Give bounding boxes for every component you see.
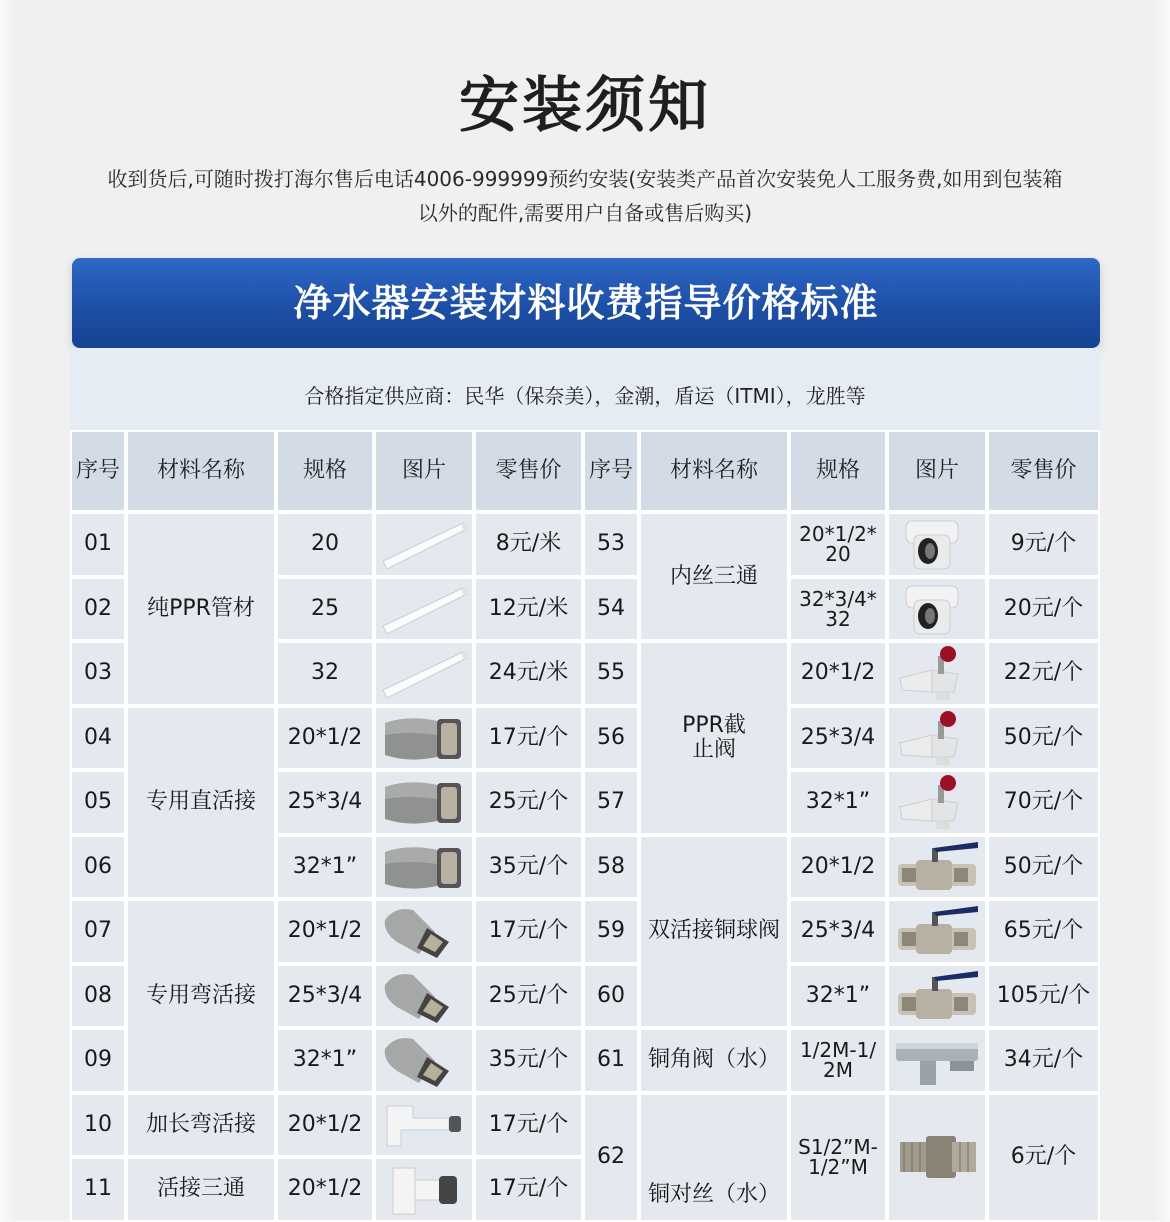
row-number: 55 xyxy=(583,641,639,706)
elbow-union-icon xyxy=(379,1031,469,1089)
table-header-cell: 图片 xyxy=(887,430,987,512)
price-cell: 70元/个 xyxy=(987,770,1100,835)
material-name-cell: 专用直活接 xyxy=(126,706,276,900)
spec-cell: 20*1/2 xyxy=(276,1157,374,1222)
row-number: 04 xyxy=(70,706,126,771)
image-cell xyxy=(374,1093,474,1158)
page-title: 安装须知 xyxy=(459,71,711,141)
row-number: 05 xyxy=(70,770,126,835)
elbow-union-icon xyxy=(379,967,469,1025)
spec-cell: 25*3/4 xyxy=(276,770,374,835)
table-header-cell: 材料名称 xyxy=(639,430,789,512)
spec-cell: 32*1” xyxy=(276,1028,374,1093)
table-header-cell: 零售价 xyxy=(987,430,1100,512)
image-cell xyxy=(374,1028,474,1093)
image-cell xyxy=(887,706,987,771)
material-name-cell: 铜角阀（水） xyxy=(639,1028,789,1093)
straight-union-icon xyxy=(379,773,469,831)
stop-valve-icon xyxy=(892,773,982,831)
spec-cell: 25 xyxy=(276,577,374,642)
material-name-cell: 内丝三通 xyxy=(639,512,789,641)
table-header-cell: 零售价 xyxy=(474,430,583,512)
image-cell xyxy=(887,835,987,900)
price-cell: 34元/个 xyxy=(987,1028,1100,1093)
stop-valve-icon xyxy=(892,644,982,702)
price-standard-banner: 净水器安装材料收费指导价格标准 xyxy=(72,258,1100,348)
spec-cell: 32*1” xyxy=(789,770,887,835)
angle-valve-icon xyxy=(892,1031,982,1089)
table-header-cell: 规格 xyxy=(789,430,887,512)
female-tee-icon xyxy=(892,515,982,573)
image-cell xyxy=(374,577,474,642)
image-cell xyxy=(374,512,474,577)
union-tee-icon xyxy=(379,1160,469,1218)
row-number: 07 xyxy=(70,899,126,964)
spec-cell: 20 xyxy=(276,512,374,577)
spec-cell: 25*3/4 xyxy=(789,899,887,964)
price-cell: 8元/米 xyxy=(474,512,583,577)
row-number: 08 xyxy=(70,964,126,1029)
row-number: 02 xyxy=(70,577,126,642)
material-name-cell: 专用弯活接 xyxy=(126,899,276,1093)
pipe-icon xyxy=(379,644,469,702)
price-cell: 6元/个 xyxy=(987,1093,1100,1222)
image-cell xyxy=(374,1157,474,1222)
install-notice: 收到货后,可随时拨打海尔售后电话4006-999999预约安装(安装类产品首次安装免人工服务费,如用到包装箱以外的配件,需要用户自备或售后购买) xyxy=(107,167,1063,225)
table-header-cell: 材料名称 xyxy=(126,430,276,512)
price-cell: 24元/米 xyxy=(474,641,583,706)
row-number: 53 xyxy=(583,512,639,577)
price-cell: 9元/个 xyxy=(987,512,1100,577)
ball-valve-icon xyxy=(892,967,982,1025)
row-number: 54 xyxy=(583,577,639,642)
image-cell xyxy=(887,1093,987,1222)
table-header-cell: 序号 xyxy=(70,430,126,512)
price-cell: 17元/个 xyxy=(474,1093,583,1158)
price-cell: 50元/个 xyxy=(987,706,1100,771)
price-cell: 25元/个 xyxy=(474,770,583,835)
long-elbow-icon xyxy=(379,1096,469,1154)
ball-valve-icon xyxy=(892,902,982,960)
row-number: 57 xyxy=(583,770,639,835)
spec-cell: 20*1/2*20 xyxy=(789,512,887,577)
material-name-cell: PPR截止阀 xyxy=(639,641,789,835)
image-cell xyxy=(374,706,474,771)
price-cell: 17元/个 xyxy=(474,899,583,964)
table-header-cell: 规格 xyxy=(276,430,374,512)
price-cell: 17元/个 xyxy=(474,706,583,771)
spec-cell: 32 xyxy=(276,641,374,706)
supplier-note: 合格指定供应商：民华（保奈美），金潮，盾运（ITMI），龙胜等 xyxy=(304,384,866,408)
hex-nipple-icon xyxy=(892,1128,982,1186)
image-cell xyxy=(374,835,474,900)
price-cell: 12元/米 xyxy=(474,577,583,642)
pipe-icon xyxy=(379,580,469,638)
price-cell: 50元/个 xyxy=(987,835,1100,900)
spec-cell: 20*1/2 xyxy=(789,641,887,706)
spec-cell: 20*1/2 xyxy=(276,899,374,964)
spec-cell: 32*3/4*32 xyxy=(789,577,887,642)
price-cell: 17元/个 xyxy=(474,1157,583,1222)
price-cell: 35元/个 xyxy=(474,835,583,900)
image-cell xyxy=(887,964,987,1029)
image-cell xyxy=(374,899,474,964)
image-cell xyxy=(887,512,987,577)
material-name-cell: 铜对丝（水） xyxy=(639,1093,789,1222)
material-name-cell: 纯PPR管材 xyxy=(126,512,276,706)
price-cell: 65元/个 xyxy=(987,899,1100,964)
straight-union-icon xyxy=(379,838,469,896)
spec-cell: 20*1/2 xyxy=(276,706,374,771)
row-number: 09 xyxy=(70,1028,126,1093)
image-cell xyxy=(374,964,474,1029)
elbow-union-icon xyxy=(379,902,469,960)
straight-union-icon xyxy=(379,709,469,767)
table-header-cell: 图片 xyxy=(374,430,474,512)
female-tee-icon xyxy=(892,580,982,638)
image-cell xyxy=(887,899,987,964)
row-number: 01 xyxy=(70,512,126,577)
row-number: 62 xyxy=(583,1093,639,1222)
spec-cell: 1/2M-1/2M xyxy=(789,1028,887,1093)
row-number: 10 xyxy=(70,1093,126,1158)
row-number: 06 xyxy=(70,835,126,900)
spec-cell: 20*1/2 xyxy=(789,835,887,900)
material-name-cell: 双活接铜球阀 xyxy=(639,835,789,1029)
row-number: 58 xyxy=(583,835,639,900)
price-cell: 25元/个 xyxy=(474,964,583,1029)
price-cell: 35元/个 xyxy=(474,1028,583,1093)
row-number: 56 xyxy=(583,706,639,771)
spec-cell: 20*1/2 xyxy=(276,1093,374,1158)
spec-cell: 25*3/4 xyxy=(276,964,374,1029)
image-cell xyxy=(887,770,987,835)
row-number: 11 xyxy=(70,1157,126,1222)
image-cell xyxy=(374,641,474,706)
image-cell xyxy=(887,1028,987,1093)
price-cell: 105元/个 xyxy=(987,964,1100,1029)
material-name-cell: 加长弯活接 xyxy=(126,1093,276,1158)
row-number: 03 xyxy=(70,641,126,706)
row-number: 60 xyxy=(583,964,639,1029)
price-cell: 20元/个 xyxy=(987,577,1100,642)
table-header-cell: 序号 xyxy=(583,430,639,512)
image-cell xyxy=(887,641,987,706)
spec-cell: 32*1” xyxy=(789,964,887,1029)
ball-valve-icon xyxy=(892,838,982,896)
image-cell xyxy=(887,577,987,642)
spec-cell: 25*3/4 xyxy=(789,706,887,771)
price-cell: 22元/个 xyxy=(987,641,1100,706)
spec-cell: S1/2”M-1/2”M xyxy=(789,1093,887,1222)
stop-valve-icon xyxy=(892,709,982,767)
pipe-icon xyxy=(379,515,469,573)
spec-cell: 32*1” xyxy=(276,835,374,900)
row-number: 59 xyxy=(583,899,639,964)
row-number: 61 xyxy=(583,1028,639,1093)
image-cell xyxy=(374,770,474,835)
material-name-cell: 活接三通 xyxy=(126,1157,276,1222)
